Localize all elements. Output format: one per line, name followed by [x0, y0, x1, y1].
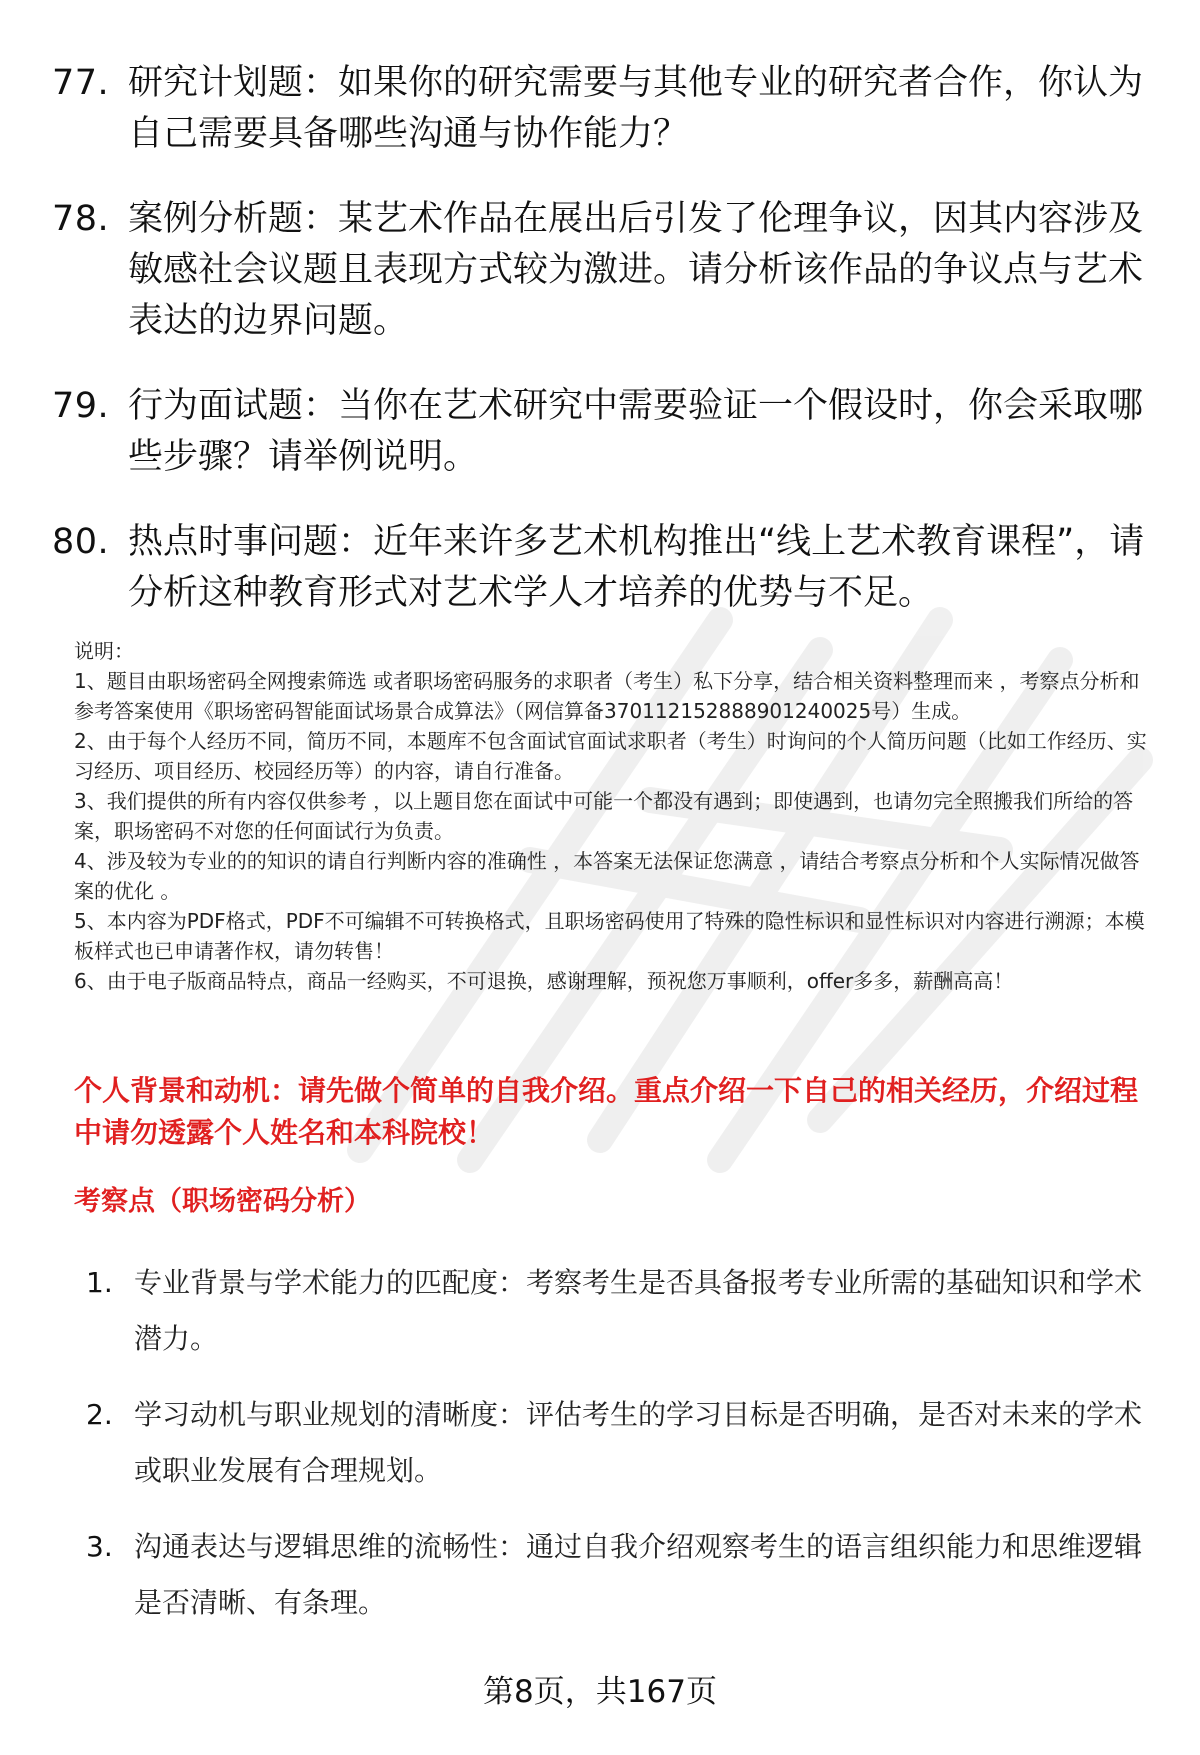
- analysis-text: 沟通表达与逻辑思维的流畅性：通过自我介绍观察考生的语言组织能力和思维逻辑是否清晰、有条理。: [134, 1530, 1143, 1619]
- question-item: [52, 381, 1152, 483]
- question-text: 研究计划题：如果你的研究需要与其他专业的研究者合作，你认为自己需要具备哪些沟通与协作能力？: [128, 63, 1144, 154]
- notes-section: [74, 636, 1154, 996]
- page-number: 第8页，共167页: [483, 1674, 717, 1710]
- note-item: 5、本内容为PDF格式，PDF不可编辑不可转换格式，且职场密码使用了特殊的隐性标识和显性标识对内容进行溯源；本模板样式也已申请著作权，请勿转售！: [74, 909, 1145, 963]
- analysis-item: [80, 1519, 1160, 1631]
- question-list: [52, 58, 1152, 653]
- question-text: 案例分析题：某艺术作品在展出后引发了伦理争议，因其内容涉及敏感社会议题且表现方式较为激进。请分析该作品的争议点与艺术表达的边界问题。: [128, 199, 1144, 341]
- question-number: 77.: [52, 63, 110, 103]
- question-item: [52, 58, 1152, 160]
- question-text: 行为面试题：当你在艺术研究中需要验证一个假设时，你会采取哪些步骤？请举例说明。: [128, 386, 1144, 477]
- note-item: 3、我们提供的所有内容仅供参考 ，以上题目您在面试中可能一个都没有遇到；即使遇到，也请勿完全照搬我们所给的答案，职场密码不对您的任何面试行为负责。: [74, 789, 1134, 843]
- question-text: 热点时事问题：近年来许多艺术机构推出“线上艺术教育课程”，请分析这种教育形式对艺术学人才培养的优势与不足。: [128, 522, 1145, 613]
- analysis-text: 专业背景与学术能力的匹配度：考察考生是否具备报考专业所需的基础知识和学术潜力。: [134, 1266, 1143, 1355]
- note-item: 1、题目由职场密码全网搜索筛选 或者职场密码服务的求职者（考生）私下分享，结合相关资料整理而来 ，考察点分析和参考答案使用《职场密码智能面试场景合成算法》（网信算备370112152888901240025号）生成。: [74, 669, 1140, 723]
- question-number: 80.: [52, 522, 110, 562]
- question-item: [52, 194, 1152, 347]
- question-item: [52, 517, 1152, 619]
- question-number: 78.: [52, 199, 110, 239]
- analysis-text: 学习动机与职业规划的清晰度：评估考生的学习目标是否明确，是否对未来的学术或职业发展有合理规划。: [134, 1398, 1143, 1487]
- section-subheading: 考察点（职场密码分析）: [74, 1186, 371, 1217]
- section-heading: 个人背景和动机：请先做个简单的自我介绍。重点介绍一下自己的相关经历，介绍过程中请勿透露个人姓名和本科院校！: [74, 1074, 1139, 1149]
- note-item: 4、涉及较为专业的的知识的请自行判断内容的准确性 ，本答案无法保证您满意 ，请结合考察点分析和个人实际情况做答案的优化 。: [74, 849, 1140, 903]
- note-item: 2、由于每个人经历不同，简历不同，本题库不包含面试官面试求职者（考生）时询问的个人简历问题（比如工作经历、实习经历、项目经历、校园经历等）的内容，请自行准备。: [74, 729, 1147, 783]
- analysis-number: 2.: [86, 1398, 113, 1431]
- notes-title: 说明：: [74, 639, 134, 663]
- analysis-item: [80, 1387, 1160, 1499]
- analysis-number: 1.: [86, 1266, 113, 1299]
- note-item: 6、由于电子版商品特点，商品一经购买，不可退换，感谢理解，预祝您万事顺利，offer多多，薪酬高高！: [74, 969, 1014, 993]
- question-number: 79.: [52, 386, 110, 426]
- analysis-list: [80, 1255, 1160, 1651]
- analysis-number: 3.: [86, 1530, 113, 1563]
- analysis-item: [80, 1255, 1160, 1367]
